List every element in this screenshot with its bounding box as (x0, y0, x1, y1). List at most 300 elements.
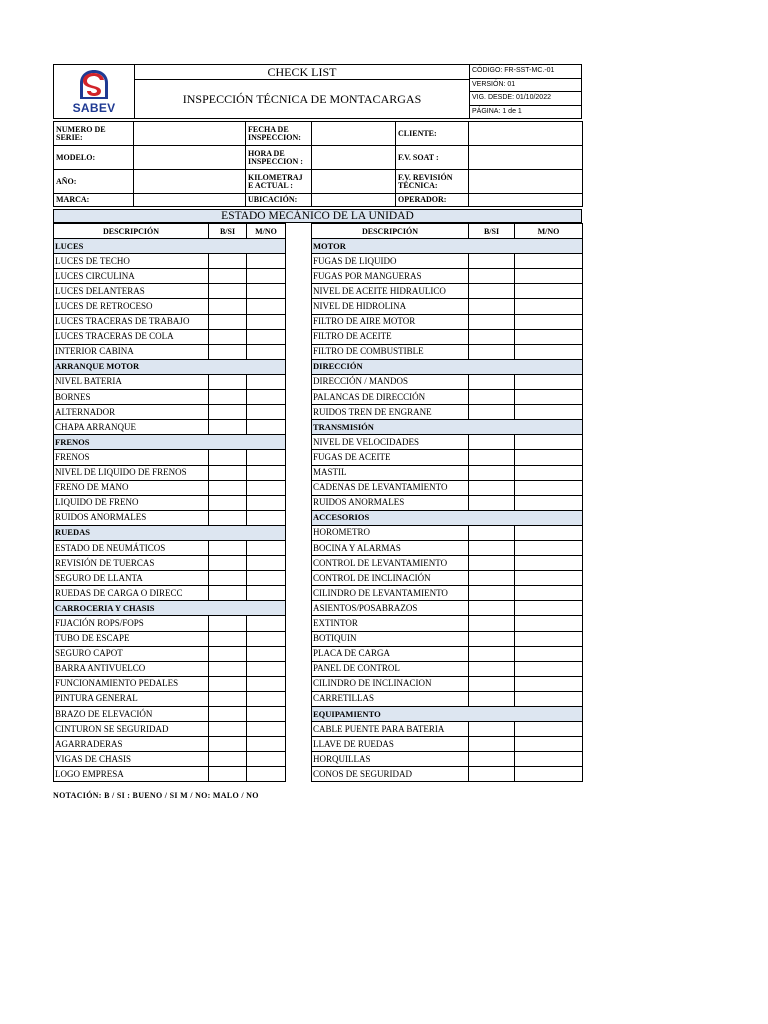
checklist-row (312, 374, 583, 389)
good-yes-check-cell[interactable] (209, 465, 247, 480)
item-panel-de-control: PANEL DE CONTROL (312, 661, 469, 676)
bad-no-check-cell[interactable] (247, 405, 286, 420)
item-nivel-bateria: NIVEL BATERIA (54, 374, 209, 389)
doc-subtitle: INSPECCIÓN TÉCNICA DE MONTACARGAS (182, 92, 422, 106)
good-yes-check-cell[interactable] (469, 344, 515, 359)
checklist-row (54, 390, 286, 405)
checklist-area (53, 223, 582, 789)
bad-no-check-cell[interactable] (515, 465, 583, 480)
bad-no-check-cell[interactable] (515, 284, 583, 299)
doc-title: CHECK LIST (135, 65, 469, 80)
checklist-row (312, 314, 583, 329)
good-yes-check-cell[interactable] (209, 314, 247, 329)
checklist-row (54, 284, 286, 299)
item-conos-de-seguridad: CONOS DE SEGURIDAD (312, 767, 469, 782)
item-fugas-de-liquido: FUGAS DE LIQUIDO (312, 254, 469, 269)
bad-no-check-cell[interactable] (515, 767, 583, 782)
good-yes-check-cell[interactable] (469, 601, 515, 616)
bad-no-check-cell[interactable] (247, 540, 286, 555)
good-yes-check-cell[interactable] (209, 556, 247, 571)
checklist-row (312, 601, 583, 616)
good-yes-check-cell[interactable] (209, 586, 247, 601)
good-yes-check-cell[interactable] (469, 525, 515, 540)
checklist-row (312, 284, 583, 299)
checklist-row (54, 329, 286, 344)
item-ruidos-anormales: RUIDOS ANORMALES (54, 510, 209, 525)
operator-field[interactable] (469, 194, 583, 207)
year-field[interactable] (134, 170, 246, 194)
checklist-sheet (53, 64, 582, 800)
item-llave-de-ruedas: LLAVE DE RUEDAS (312, 737, 469, 752)
bad-no-check-cell[interactable] (247, 450, 286, 465)
good-yes-check-cell[interactable] (469, 556, 515, 571)
mileage-label: KILOMETRAJ E ACTUAL : (246, 170, 312, 194)
item-vigas-de-chasis: VIGAS DE CHASIS (54, 752, 209, 767)
good-yes-check-cell[interactable] (209, 344, 247, 359)
checklist-row (312, 556, 583, 571)
checklist-row (54, 707, 286, 722)
bad-no-check-cell[interactable] (247, 329, 286, 344)
bad-no-check-cell[interactable] (515, 435, 583, 450)
bad-no-check-cell[interactable] (515, 450, 583, 465)
doc-valid-from: VIG. DESDE: 01/10/2022 (470, 92, 581, 106)
good-yes-check-cell[interactable] (209, 661, 247, 676)
good-yes-check-cell[interactable] (209, 540, 247, 555)
good-yes-check-cell[interactable] (469, 661, 515, 676)
category-row (312, 239, 583, 254)
title-block (135, 65, 470, 118)
good-yes-check-cell[interactable] (469, 269, 515, 284)
bad-no-check-cell[interactable] (515, 601, 583, 616)
good-yes-check-cell[interactable] (469, 691, 515, 706)
bad-no-check-cell[interactable] (247, 420, 286, 435)
checklist-row (54, 586, 286, 601)
item-horquillas: HORQUILLAS (312, 752, 469, 767)
item-fugas-de-aceite: FUGAS DE ACEITE (312, 450, 469, 465)
item-control-de-inclinacion: CONTROL DE INCLINACIÓN (312, 571, 469, 586)
item-ruidos-anormales: RUIDOS ANORMALES (312, 495, 469, 510)
good-yes-check-cell[interactable] (469, 631, 515, 646)
checklist-row (54, 737, 286, 752)
item-horometro: HOROMETRO (312, 525, 469, 540)
bad-no-check-cell[interactable] (247, 767, 286, 782)
good-yes-check-cell[interactable] (209, 450, 247, 465)
good-yes-check-cell[interactable] (209, 495, 247, 510)
doc-version: VERSIÓN: 01 (470, 79, 581, 93)
item-logo-empresa: LOGO EMPRESA (54, 767, 209, 782)
good-yes-check-cell[interactable] (209, 329, 247, 344)
bad-no-check-cell[interactable] (515, 405, 583, 420)
good-yes-check-cell[interactable] (209, 390, 247, 405)
bad-no-check-cell[interactable] (247, 661, 286, 676)
category-row (312, 707, 583, 722)
soat-label: F.V. SOAT : (396, 146, 469, 170)
good-yes-check-cell[interactable] (209, 646, 247, 661)
item-direccion-mandos: DIRECCIÓN / MANDOS (312, 374, 469, 389)
item-seguro-de-llanta: SEGURO DE LLANTA (54, 571, 209, 586)
bad-no-check-cell[interactable] (247, 299, 286, 314)
good-yes-check-cell[interactable] (469, 284, 515, 299)
item-revision-de-tuercas: REVISIÓN DE TUERCAS (54, 556, 209, 571)
good-yes-check-cell[interactable] (469, 299, 515, 314)
item-alternador: ALTERNADOR (54, 405, 209, 420)
good-yes-check-cell[interactable] (209, 571, 247, 586)
client-field[interactable] (469, 122, 583, 146)
good-yes-check-cell[interactable] (469, 586, 515, 601)
good-yes-check-cell[interactable] (469, 676, 515, 691)
item-botiquin: BOTIQUIN (312, 631, 469, 646)
bad-no-check-cell[interactable] (515, 616, 583, 631)
category-carroceria-y-chasis: CARROCERIA Y CHASIS (54, 601, 286, 616)
checklist-row (312, 586, 583, 601)
inspection-date-field[interactable] (312, 122, 396, 146)
checklist-row (312, 540, 583, 555)
good-yes-check-cell[interactable] (209, 254, 247, 269)
item-filtro-de-aire-motor: FILTRO DE AIRE MOTOR (312, 314, 469, 329)
checklist-row (54, 631, 286, 646)
item-ruidos-tren-de-engrane: RUIDOS TREN DE ENGRANE (312, 405, 469, 420)
item-control-de-levantamiento: CONTROL DE LEVANTAMIENTO (312, 556, 469, 571)
checklist-row (312, 299, 583, 314)
checklist-row (312, 767, 583, 782)
checklist-row (312, 631, 583, 646)
mileage-field[interactable] (312, 170, 396, 194)
item-nivel-de-liquido-de-frenos: NIVEL DE LIQUIDO DE FRENOS (54, 465, 209, 480)
model-field[interactable] (134, 146, 246, 170)
item-fijacion-rops-fops: FIJACIÓN ROPS/FOPS (54, 616, 209, 631)
bad-no-check-cell[interactable] (247, 374, 286, 389)
checklist-row (54, 616, 286, 631)
item-filtro-de-combustible: FILTRO DE COMBUSTIBLE (312, 344, 469, 359)
good-yes-check-cell[interactable] (209, 691, 247, 706)
category-ruedas: RUEDAS (54, 525, 286, 540)
item-cable-puente-para-bateria: CABLE PUENTE PARA BATERIA (312, 722, 469, 737)
checklist-row (312, 722, 583, 737)
bad-no-check-cell[interactable] (247, 707, 286, 722)
client-label: CLIENTE: (396, 122, 469, 146)
category-row (54, 239, 286, 254)
good-yes-check-cell[interactable] (209, 676, 247, 691)
bad-no-column-header: M/NO (515, 224, 583, 239)
year-label: AÑO: (54, 170, 134, 194)
good-yes-check-cell[interactable] (209, 284, 247, 299)
category-row (312, 359, 583, 374)
good-yes-check-cell[interactable] (469, 737, 515, 752)
bad-no-check-cell[interactable] (247, 752, 286, 767)
bad-no-check-cell[interactable] (515, 661, 583, 676)
bad-no-check-cell[interactable] (515, 646, 583, 661)
checklist-row (54, 646, 286, 661)
checklist-row (312, 405, 583, 420)
item-cadenas-de-levantamiento: CADENAS DE LEVANTAMIENTO (312, 480, 469, 495)
inspection-time-field[interactable] (312, 146, 396, 170)
good-yes-check-cell[interactable] (209, 722, 247, 737)
checklist-row (54, 420, 286, 435)
checklist-row (312, 646, 583, 661)
checklist-row (312, 737, 583, 752)
checklist-row (312, 525, 583, 540)
good-yes-check-cell[interactable] (469, 465, 515, 480)
brand-field[interactable] (134, 194, 246, 207)
good-yes-check-cell[interactable] (469, 495, 515, 510)
checklist-row (312, 450, 583, 465)
bad-no-check-cell[interactable] (515, 254, 583, 269)
bad-no-check-cell[interactable] (515, 329, 583, 344)
good-yes-check-cell[interactable] (469, 571, 515, 586)
bad-no-check-cell[interactable] (515, 374, 583, 389)
checklist-row (312, 390, 583, 405)
bad-no-check-cell[interactable] (515, 752, 583, 767)
category-row (54, 525, 286, 540)
good-yes-check-cell[interactable] (209, 707, 247, 722)
checklist-row (312, 480, 583, 495)
category-row (312, 510, 583, 525)
company-logo (54, 65, 135, 118)
bad-no-check-cell[interactable] (247, 737, 286, 752)
good-yes-check-cell[interactable] (209, 405, 247, 420)
item-bocina-y-alarmas: BOCINA Y ALARMAS (312, 540, 469, 555)
bad-no-check-cell[interactable] (515, 540, 583, 555)
item-estado-de-neumaticos: ESTADO DE NEUMÁTICOS (54, 540, 209, 555)
column-header-row (312, 224, 583, 239)
item-brazo-de-elevacion: BRAZO DE ELEVACIÓN (54, 707, 209, 722)
good-yes-check-cell[interactable] (209, 480, 247, 495)
bad-no-check-cell[interactable] (247, 556, 286, 571)
good-yes-check-cell[interactable] (469, 435, 515, 450)
good-yes-check-cell[interactable] (469, 405, 515, 420)
checklist-row (312, 435, 583, 450)
good-yes-check-cell[interactable] (469, 480, 515, 495)
bad-no-check-cell[interactable] (247, 390, 286, 405)
item-carretillas: CARRETILLAS (312, 691, 469, 706)
inspection-date-label: FECHA DE INSPECCION: (246, 122, 312, 146)
operator-label: OPERADOR: (396, 194, 469, 207)
bad-no-check-cell[interactable] (247, 616, 286, 631)
category-motor: MOTOR (312, 239, 583, 254)
item-tubo-de-escape: TUBO DE ESCAPE (54, 631, 209, 646)
item-cilindro-de-inclinacion: CILINDRO DE INCLINACION (312, 676, 469, 691)
location-field[interactable] (312, 194, 396, 207)
good-yes-check-cell[interactable] (209, 269, 247, 284)
category-row (54, 435, 286, 450)
technical-review-field[interactable] (469, 170, 583, 194)
description-column-header: DESCRIPCIÓN (54, 224, 209, 239)
bad-no-check-cell[interactable] (515, 631, 583, 646)
item-luces-traceras-de-trabajo: LUCES TRACERAS DE TRABAJO (54, 314, 209, 329)
column-header-row (54, 224, 286, 239)
checklist-right-table (311, 223, 583, 782)
item-palancas-de-direccion: PALANCAS DE DIRECCIÓN (312, 390, 469, 405)
checklist-row (312, 676, 583, 691)
good-yes-check-cell[interactable] (469, 752, 515, 767)
good-yes-check-cell[interactable] (469, 450, 515, 465)
checklist-row (312, 329, 583, 344)
location-label: UBICACIÓN: (246, 194, 312, 207)
checklist-row (54, 314, 286, 329)
item-placa-de-carga: PLACA DE CARGA (312, 646, 469, 661)
item-seguro-capot: SEGURO CAPOT (54, 646, 209, 661)
checklist-row (54, 344, 286, 359)
item-luces-de-techo: LUCES DE TECHO (54, 254, 209, 269)
bad-no-check-cell[interactable] (515, 571, 583, 586)
bad-no-check-cell[interactable] (247, 571, 286, 586)
soat-field[interactable] (469, 146, 583, 170)
bad-no-check-cell[interactable] (247, 480, 286, 495)
good-yes-check-cell[interactable] (209, 299, 247, 314)
checklist-row (54, 465, 286, 480)
bad-no-check-cell[interactable] (515, 495, 583, 510)
good-yes-check-cell[interactable] (469, 540, 515, 555)
checklist-row (54, 540, 286, 555)
good-yes-check-cell[interactable] (469, 390, 515, 405)
bad-no-check-cell[interactable] (247, 722, 286, 737)
good-yes-check-cell[interactable] (469, 254, 515, 269)
category-row (54, 359, 286, 374)
checklist-row (312, 344, 583, 359)
bad-no-check-cell[interactable] (515, 676, 583, 691)
bad-no-check-cell[interactable] (247, 646, 286, 661)
good-yes-check-cell[interactable] (469, 374, 515, 389)
bad-no-check-cell[interactable] (247, 314, 286, 329)
category-luces: LUCES (54, 239, 286, 254)
good-yes-check-cell[interactable] (209, 752, 247, 767)
checklist-row (312, 616, 583, 631)
item-nivel-de-hidrolina: NIVEL DE HIDROLINA (312, 299, 469, 314)
good-yes-check-cell[interactable] (209, 631, 247, 646)
category-frenos: FRENOS (54, 435, 286, 450)
category-row (54, 601, 286, 616)
bad-no-check-cell[interactable] (515, 314, 583, 329)
notation-legend: NOTACIÓN: B / SI : BUENO / SI M / NO: MALO / NO (53, 791, 259, 800)
bad-no-check-cell[interactable] (247, 284, 286, 299)
good-yes-check-cell[interactable] (469, 329, 515, 344)
item-mastil: MASTIL (312, 465, 469, 480)
good-yes-check-cell[interactable] (209, 767, 247, 782)
good-yes-check-cell[interactable] (469, 616, 515, 631)
item-luces-de-retroceso: LUCES DE RETROCESO (54, 299, 209, 314)
bad-no-check-cell[interactable] (247, 510, 286, 525)
bad-no-check-cell[interactable] (515, 390, 583, 405)
checklist-row (54, 767, 286, 782)
checklist-row (312, 691, 583, 706)
item-cinturon-se-seguridad: CINTURON SE SEGURIDAD (54, 722, 209, 737)
good-yes-check-cell[interactable] (209, 616, 247, 631)
checklist-row (54, 676, 286, 691)
bad-no-check-cell[interactable] (247, 691, 286, 706)
good-yes-check-cell[interactable] (209, 737, 247, 752)
item-barra-antivuelco: BARRA ANTIVUELCO (54, 661, 209, 676)
good-yes-check-cell[interactable] (469, 767, 515, 782)
good-yes-check-cell[interactable] (469, 722, 515, 737)
item-funcionamiento-pedales: FUNCIONAMIENTO PEDALES (54, 676, 209, 691)
bad-no-check-cell[interactable] (247, 495, 286, 510)
checklist-row (54, 299, 286, 314)
bad-no-check-cell[interactable] (515, 556, 583, 571)
checklist-row (312, 661, 583, 676)
item-cilindro-de-levantamiento: CILINDRO DE LEVANTAMIENTO (312, 586, 469, 601)
bad-no-check-cell[interactable] (247, 676, 286, 691)
item-interior-cabina: INTERIOR CABINA (54, 344, 209, 359)
item-extintor: EXTINTOR (312, 616, 469, 631)
checklist-row (54, 752, 286, 767)
item-frenos: FRENOS (54, 450, 209, 465)
bad-no-check-cell[interactable] (515, 344, 583, 359)
item-luces-delanteras: LUCES DELANTERAS (54, 284, 209, 299)
bad-no-check-cell[interactable] (515, 691, 583, 706)
bad-no-check-cell[interactable] (247, 344, 286, 359)
good-yes-column-header: B/SI (469, 224, 515, 239)
bad-no-column-header: M/NO (247, 224, 286, 239)
doc-code: CÓDIGO: FR-SST-MC.-01 (470, 65, 581, 79)
bad-no-check-cell[interactable] (515, 269, 583, 284)
checklist-row (312, 254, 583, 269)
bad-no-check-cell[interactable] (515, 737, 583, 752)
category-row (312, 420, 583, 435)
checklist-row (54, 495, 286, 510)
checklist-row (312, 495, 583, 510)
checklist-row (54, 661, 286, 676)
checklist-row (54, 405, 286, 420)
sabev-shield-icon (74, 69, 114, 101)
serial-number-field[interactable] (134, 122, 246, 146)
good-yes-check-cell[interactable] (209, 510, 247, 525)
category-equipamiento: EQUIPAMIENTO (312, 707, 583, 722)
good-yes-check-cell[interactable] (209, 374, 247, 389)
item-agarraderas: AGARRADERAS (54, 737, 209, 752)
description-column-header: DESCRIPCIÓN (312, 224, 469, 239)
good-yes-check-cell[interactable] (469, 314, 515, 329)
bad-no-check-cell[interactable] (515, 480, 583, 495)
bad-no-check-cell[interactable] (515, 299, 583, 314)
item-asientos-posabrazos: ASIENTOS/POSABRAZOS (312, 601, 469, 616)
section-title: ESTADO MECÁNICO DE LA UNIDAD (53, 209, 582, 223)
bad-no-check-cell[interactable] (515, 722, 583, 737)
item-ruedas-de-carga-o-direcc: RUEDAS DE CARGA O DIRECC (54, 586, 209, 601)
bad-no-check-cell[interactable] (247, 586, 286, 601)
bad-no-check-cell[interactable] (247, 631, 286, 646)
doc-page: PÁGINA: 1 de 1 (472, 107, 522, 115)
checklist-row (312, 752, 583, 767)
item-pintura-general: PINTURA GENERAL (54, 691, 209, 706)
good-yes-column-header: B/SI (209, 224, 247, 239)
bad-no-check-cell[interactable] (247, 269, 286, 284)
bad-no-check-cell[interactable] (247, 465, 286, 480)
item-luces-traceras-de-cola: LUCES TRACERAS DE COLA (54, 329, 209, 344)
good-yes-check-cell[interactable] (469, 646, 515, 661)
checklist-row (312, 465, 583, 480)
item-fugas-por-mangueras: FUGAS POR MANGUERAS (312, 269, 469, 284)
item-chapa-arranque: CHAPA ARRANQUE (54, 420, 209, 435)
checklist-left-table (53, 223, 286, 782)
checklist-row (54, 480, 286, 495)
item-filtro-de-aceite: FILTRO DE ACEITE (312, 329, 469, 344)
item-bornes: BORNES (54, 390, 209, 405)
model-label: MODELO: (54, 146, 134, 170)
bad-no-check-cell[interactable] (247, 254, 286, 269)
good-yes-check-cell[interactable] (209, 420, 247, 435)
item-luces-circulina: LUCES CIRCULINA (54, 269, 209, 284)
checklist-row (54, 450, 286, 465)
checklist-row (54, 254, 286, 269)
checklist-row (54, 269, 286, 284)
item-liquido-de-freno: LIQUIDO DE FRENO (54, 495, 209, 510)
bad-no-check-cell[interactable] (515, 586, 583, 601)
bad-no-check-cell[interactable] (515, 525, 583, 540)
checklist-row (54, 510, 286, 525)
item-freno-de-mano: FRENO DE MANO (54, 480, 209, 495)
serial-number-label: NUMERO DE SERIE: (54, 122, 134, 146)
checklist-row (312, 269, 583, 284)
